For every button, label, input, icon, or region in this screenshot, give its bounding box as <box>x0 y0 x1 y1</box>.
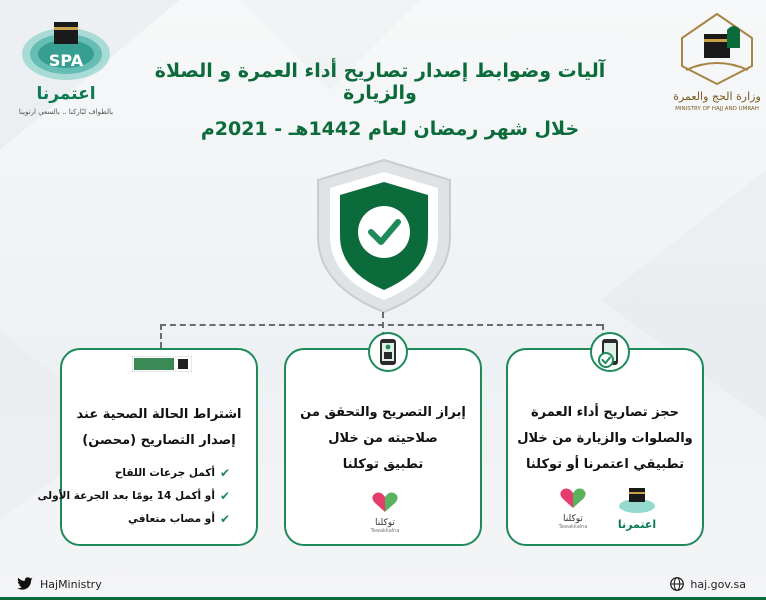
etamarna-brand-name: اعتمرنا <box>36 84 96 104</box>
card-booking-line-1: حجز تصاريح أداء العمرة <box>530 405 680 420</box>
tawakkalna-app <box>552 486 594 530</box>
condition-item <box>38 466 230 480</box>
phone-check-icon <box>590 332 630 372</box>
check-icon: ✔ <box>219 489 230 503</box>
connector-horizontal <box>160 324 602 326</box>
twitter-handle: HajMinistry <box>40 577 102 591</box>
phone-qr-icon <box>368 332 408 372</box>
tawakkalna-label: توكلنا <box>563 514 583 524</box>
condition-text: أكمل جرعات اللقاح <box>114 467 215 479</box>
card-book-permits <box>506 348 704 546</box>
card-health-line-1: اشتراط الحالة الصحية عند <box>76 407 242 422</box>
card-health-text <box>70 402 248 454</box>
website-link: haj.gov.sa <box>690 577 746 591</box>
etamarna-logo <box>14 14 118 114</box>
ministry-name-en: MINISTRY OF HAJJ AND UMRAH <box>675 106 759 112</box>
card-health-line-2: إصدار التصاريح (محصن) <box>82 433 236 448</box>
card-permit-text <box>294 400 472 478</box>
card-permit-line-1: إبراز التصريح والتحقق من <box>300 405 466 420</box>
ministry-logo <box>672 8 762 112</box>
page-title: آليات وضوابط إصدار تصاريح أداء العمرة و الصلاة والزيارة <box>154 60 606 104</box>
svg-text:SPA: SPA <box>48 51 84 70</box>
condition-text: أو أكمل 14 يومًا بعد الجرعة الأولى <box>37 490 215 502</box>
card-show-permit <box>284 348 482 546</box>
tawakkalna-app <box>364 490 406 534</box>
etamarna-app-icon <box>617 484 657 514</box>
shield-check-icon <box>314 158 454 314</box>
ministry-emblem-icon <box>672 8 762 88</box>
card-permit-line-3: تطبيق توكلنا <box>342 457 424 472</box>
check-icon: ✔ <box>219 466 230 480</box>
etamarna-emblem-icon <box>14 14 118 86</box>
card-booking-line-3: تطبيقي اعتمرنا أو توكلنا <box>525 457 685 472</box>
condition-text: أو مصاب متعافي <box>128 513 215 525</box>
footer-twitter[interactable] <box>16 574 102 594</box>
etamarna-app <box>612 484 662 531</box>
condition-item <box>38 489 230 503</box>
card-booking-line-2: والصلوات والزيارة من خلال <box>517 431 693 446</box>
twitter-icon <box>16 577 34 591</box>
condition-item <box>38 512 230 526</box>
check-icon: ✔ <box>219 512 230 526</box>
etamarna-app-label: اعتمرنا <box>617 518 657 531</box>
tawakkalna-icon <box>370 490 400 514</box>
tawakkalna-sublabel: Tawakkalna <box>370 528 400 534</box>
card-health-status <box>37 348 258 546</box>
tawakkalna-sublabel: Tawakkalna <box>558 524 588 530</box>
footer-website[interactable] <box>670 574 746 594</box>
card-booking-text <box>516 400 694 478</box>
page-subtitle: خلال شهر رمضان لعام 1442هـ - 2021م <box>200 118 580 140</box>
etamarna-tagline: بالطواف لبّاركنا .. بالسعي ارتوينا <box>18 108 114 116</box>
tawakkalna-status-badge-icon <box>132 356 192 372</box>
card-permit-line-2: صلاحيته من خلال <box>328 431 438 446</box>
vaccination-conditions <box>38 466 230 535</box>
ministry-name-ar: وزارة الحج والعمرة <box>673 90 761 103</box>
tawakkalna-icon <box>558 486 588 510</box>
globe-icon <box>670 577 684 591</box>
connector-left <box>160 324 162 348</box>
tawakkalna-label: توكلنا <box>375 518 395 528</box>
